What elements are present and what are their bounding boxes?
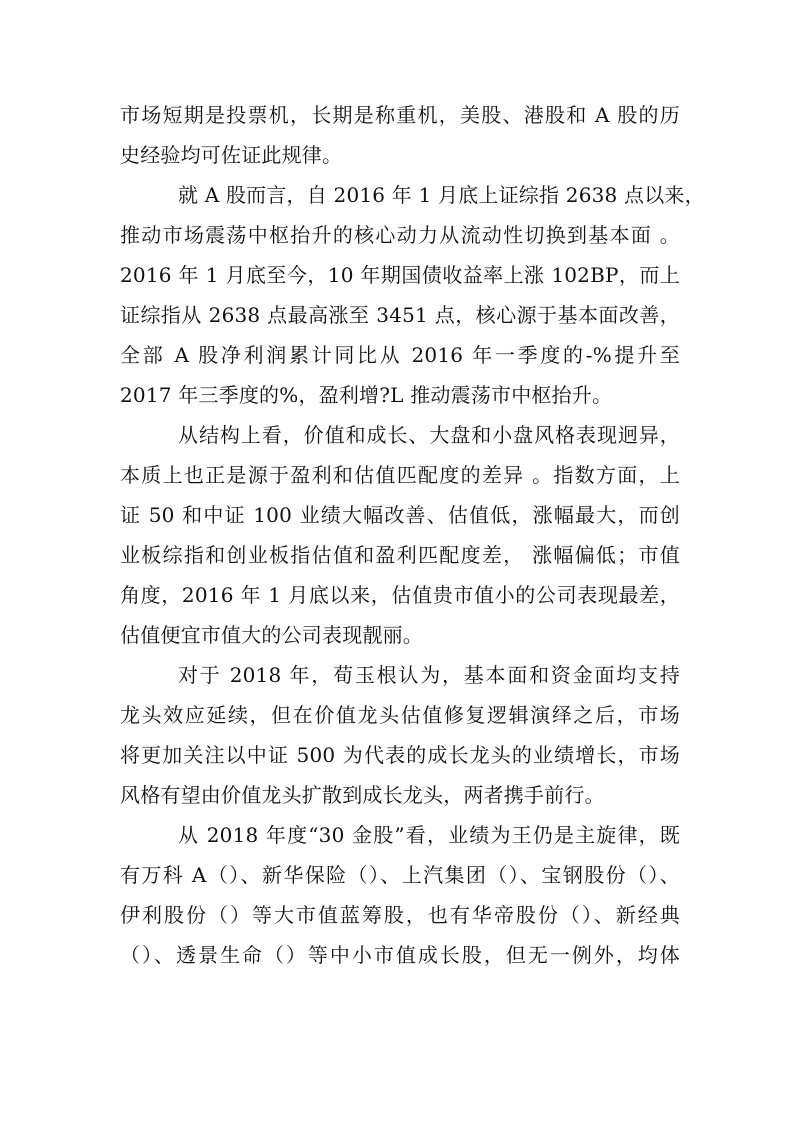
- paragraph-2-line-1: 就 A 股而言，自 2016 年 1 月底上证综指 2638 点以来，: [178, 183, 705, 207]
- paragraph-5-line-4: （）、透景生命（）等中小市值成长股，但无一例外，均体: [120, 943, 680, 967]
- paragraph-1-line-2: 史经验均可佐证此规律。: [120, 143, 343, 167]
- paragraph-3-line-2: 本质上也正是源于盈利和估值匹配度的差异 。指数方面，上: [120, 463, 680, 487]
- paragraph-4-line-3: 将更加关注以中证 500 为代表的成长龙头的业绩增长，市场: [120, 743, 680, 767]
- paragraph-3-line-5: 角度，2016 年 1 月底以来，估值贵市值小的公司表现最差，: [120, 583, 680, 607]
- paragraph-4-line-1: 对于 2018 年，荀玉根认为，基本面和资金面均支持: [178, 663, 680, 687]
- paragraph-5-line-3: 伊利股份（）等大市值蓝筹股，也有华帝股份（）、新经典: [120, 903, 680, 927]
- paragraph-3-line-1: 从结构上看，价值和成长、大盘和小盘风格表现迥异，: [178, 423, 680, 447]
- paragraph-3-line-6: 估值便宜市值大的公司表现靓丽。: [120, 623, 423, 647]
- paragraph-3-line-4: 业板综指和创业板指估值和盈利匹配度差， 涨幅偏低；市值: [120, 543, 680, 567]
- paragraph-2-line-4: 证综指从 2638 点最高涨至 3451 点，核心源于基本面改善，: [120, 303, 680, 327]
- paragraph-2-line-3: 2016 年 1 月底至今，10 年期国债收益率上涨 102BP，而上: [120, 263, 680, 287]
- paragraph-2-line-6: 2017 年三季度的%，盈利增?L 推动震荡市中枢抬升。: [120, 383, 613, 407]
- paragraph-5-line-1: 从 2018 年度“30 金股”看，业绩为王仍是主旋律，既: [178, 823, 680, 847]
- paragraph-2-line-2: 推动市场震荡中枢抬升的核心动力从流动性切换到基本面 。: [120, 223, 680, 247]
- paragraph-1-line-1: 市场短期是投票机，长期是称重机，美股、港股和 A 股的历: [120, 103, 680, 127]
- paragraph-3-line-3: 证 50 和中证 100 业绩大幅改善、估值低，涨幅最大，而创: [120, 503, 680, 527]
- paragraph-5-line-2: 有万科 A（）、新华保险（）、上汽集团（）、宝钢股份（）、: [120, 863, 680, 887]
- document-body: [120, 95, 705, 975]
- paragraph-4-line-2: 龙头效应延续，但在价值龙头估值修复逻辑演绎之后，市场: [120, 703, 680, 727]
- paragraph-2-line-5: 全部 A 股净利润累计同比从 2016 年一季度的-%提升至: [120, 343, 680, 367]
- paragraph-4-line-4: 风格有望由价值龙头扩散到成长龙头，两者携手前行。: [120, 783, 605, 807]
